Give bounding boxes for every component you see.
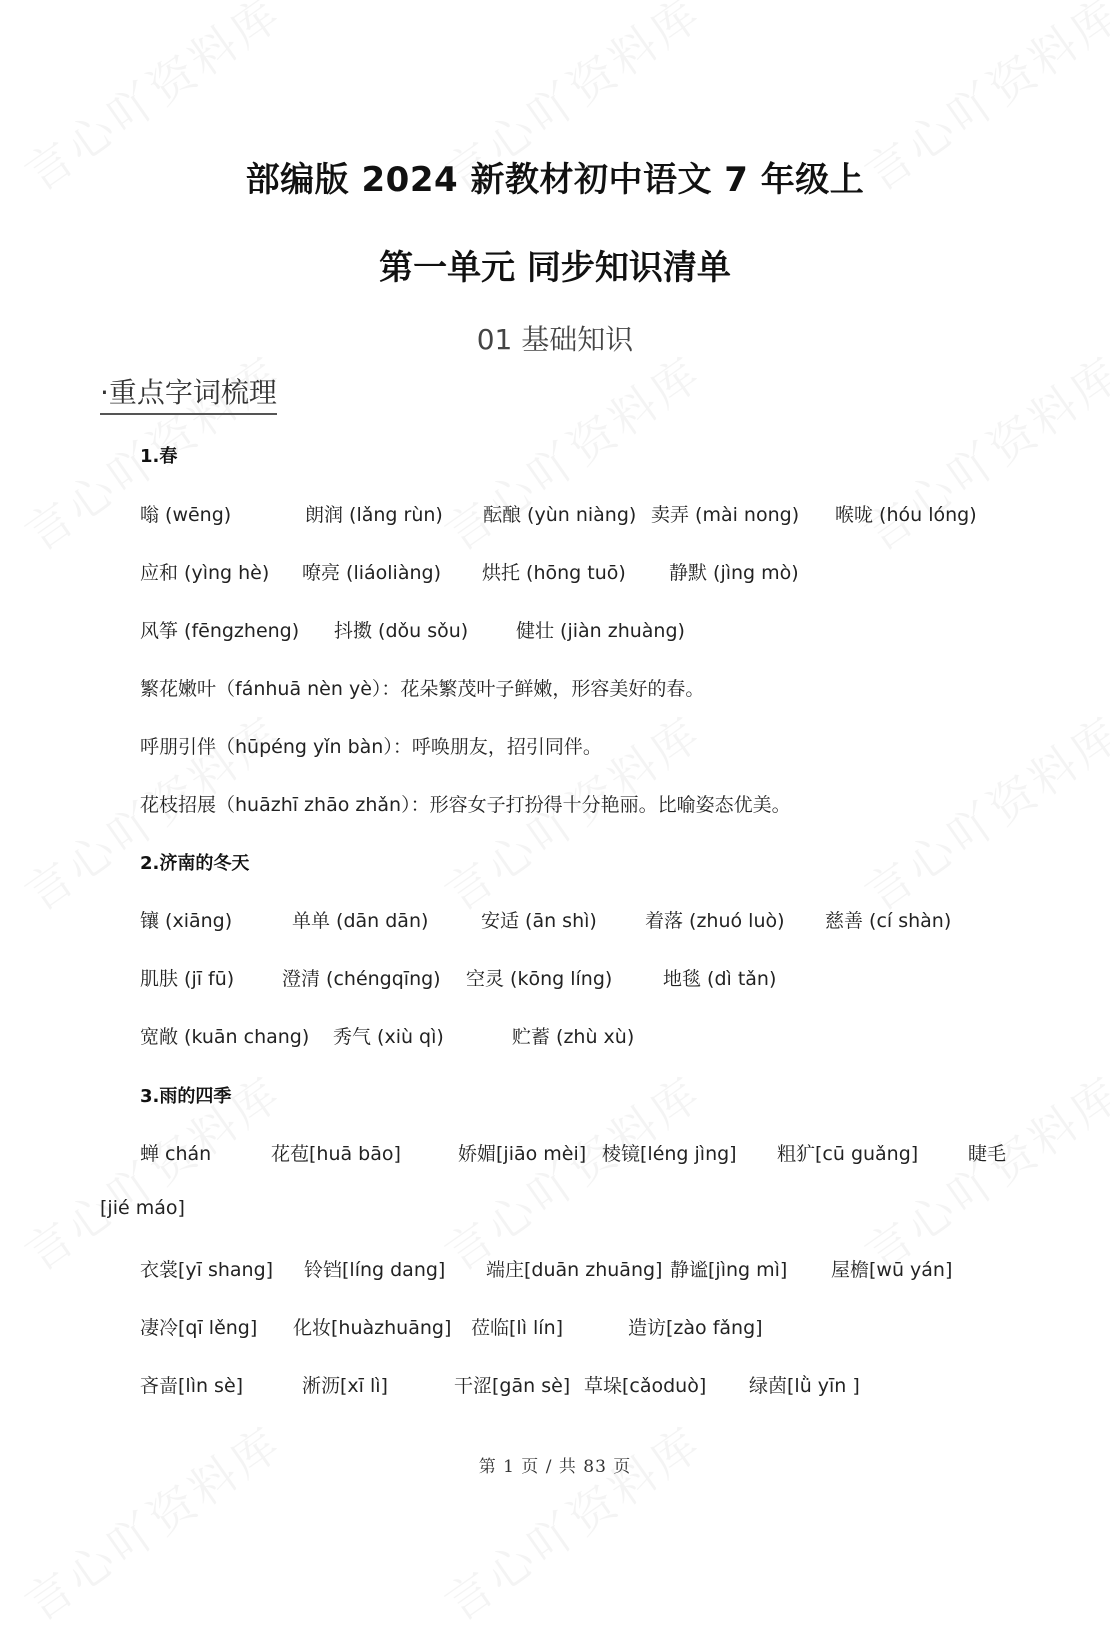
- vocab-item: 抖擞 (dǒu sǒu): [334, 620, 469, 642]
- vocab-item: 粗犷[cū guǎng]: [777, 1143, 919, 1165]
- vocab-item: 吝啬[lìn sè]: [140, 1375, 244, 1397]
- idiom-definition: 呼朋引伴（hūpéng yǐn bàn）：呼唤朋友，招引同伴。: [140, 736, 602, 758]
- page-footer-pagination: 第 1 页 / 共 83 页: [478, 1457, 632, 1477]
- vocab-item: 肌肤 (jī fū): [140, 968, 235, 990]
- vocab-item: 地毯 (dì tǎn): [663, 968, 777, 990]
- vocab-item: 娇媚[jiāo mèi]: [458, 1143, 587, 1165]
- vocab-item: 淅沥[xī lì]: [302, 1375, 388, 1397]
- vocab-item: 静谧[jìng mì]: [670, 1259, 788, 1281]
- watermark: [10, 1408, 294, 1634]
- vocab-item: 化妆[huàzhuāng]: [293, 1317, 452, 1339]
- vocab-item: 莅临[lì lín]: [471, 1317, 564, 1339]
- vocab-item: 棱镜[léng jìng]: [602, 1143, 737, 1165]
- lesson-title-2: 2.济南的冬天: [140, 853, 250, 874]
- vocab-item: 端庄[duān zhuāng]: [486, 1259, 663, 1281]
- vocab-item: 嘹亮 (liáoliàng): [302, 562, 441, 584]
- vocab-item: 应和 (yìng hè): [140, 562, 270, 584]
- vocab-item: 贮蓄 (zhù xù): [512, 1026, 635, 1048]
- vocab-item: 卖弄 (mài nong): [651, 504, 800, 526]
- watermark: [430, 1408, 714, 1634]
- idiom-definition: 花枝招展（huāzhī zhāo zhǎn）：形容女子打扮得十分艳丽。比喻姿态优美。: [140, 794, 791, 816]
- vocab-item: 铃铛[líng dang]: [304, 1259, 446, 1281]
- vocab-item: 造访[zào fǎng]: [628, 1317, 763, 1339]
- vocab-item: 绿茵[lǜ yīn ]: [749, 1375, 860, 1397]
- vocab-item: 单单 (dān dān): [292, 910, 429, 932]
- watermark: [850, 1058, 1110, 1284]
- vocab-item: 花苞[huā bāo]: [271, 1143, 401, 1165]
- unit-title: 第一单元 同步知识清单: [379, 248, 731, 288]
- lesson-title-1: 1.春: [140, 446, 178, 467]
- watermark: [430, 1058, 714, 1284]
- vocab-item: 静默 (jìng mò): [669, 562, 799, 584]
- vocab-item: 秀气 (xiù qì): [333, 1026, 444, 1048]
- vocab-item: 酝酿 (yùn niàng): [483, 504, 637, 526]
- vocab-item: [jié máo]: [100, 1197, 185, 1219]
- watermark: [430, 338, 714, 564]
- lesson-title-3: 3.雨的四季: [140, 1086, 232, 1107]
- vocab-item: 蝉 chán: [140, 1143, 212, 1165]
- vocab-item: 衣裳[yī shang]: [140, 1259, 274, 1281]
- vocab-item: 宽敞 (kuān chang): [140, 1026, 310, 1048]
- vocab-item: 屋檐[wū yán]: [831, 1259, 953, 1281]
- vocab-item: 安适 (ān shì): [481, 910, 597, 932]
- vocab-item: 澄清 (chéngqīng): [282, 968, 441, 990]
- vocab-item: 健壮 (jiàn zhuàng): [516, 620, 685, 642]
- vocab-item: 着落 (zhuó luò): [645, 910, 785, 932]
- vocab-item: 镶 (xiāng): [140, 910, 233, 932]
- vocab-item: 风筝 (fēngzheng): [140, 620, 300, 642]
- idiom-definition: 繁花嫩叶（fánhuā nèn yè）：花朵繁茂叶子鲜嫩，形容美好的春。: [140, 678, 705, 700]
- vocab-item: 烘托 (hōng tuō): [482, 562, 626, 584]
- part-title: 01 基础知识: [476, 323, 634, 356]
- vocab-item: 朗润 (lǎng rùn): [305, 504, 443, 526]
- vocab-item: 嗡 (wēng): [140, 504, 232, 526]
- vocab-item: 草垛[cǎoduò]: [584, 1375, 707, 1397]
- section-heading: ·重点字词梳理: [100, 374, 277, 415]
- vocab-item: 慈善 (cí shàn): [825, 910, 952, 932]
- vocab-item: 干涩[gān sè]: [454, 1375, 571, 1397]
- vocab-item: 凄冷[qī lěng]: [140, 1317, 258, 1339]
- vocab-item: 空灵 (kōng líng): [466, 968, 613, 990]
- vocab-item: 睫毛: [968, 1143, 1007, 1165]
- document-title: 部编版 2024 新教材初中语文 7 年级上: [245, 160, 865, 200]
- vocab-item: 喉咙 (hóu lóng): [835, 504, 977, 526]
- watermark: [850, 338, 1110, 564]
- watermark: [850, 698, 1110, 924]
